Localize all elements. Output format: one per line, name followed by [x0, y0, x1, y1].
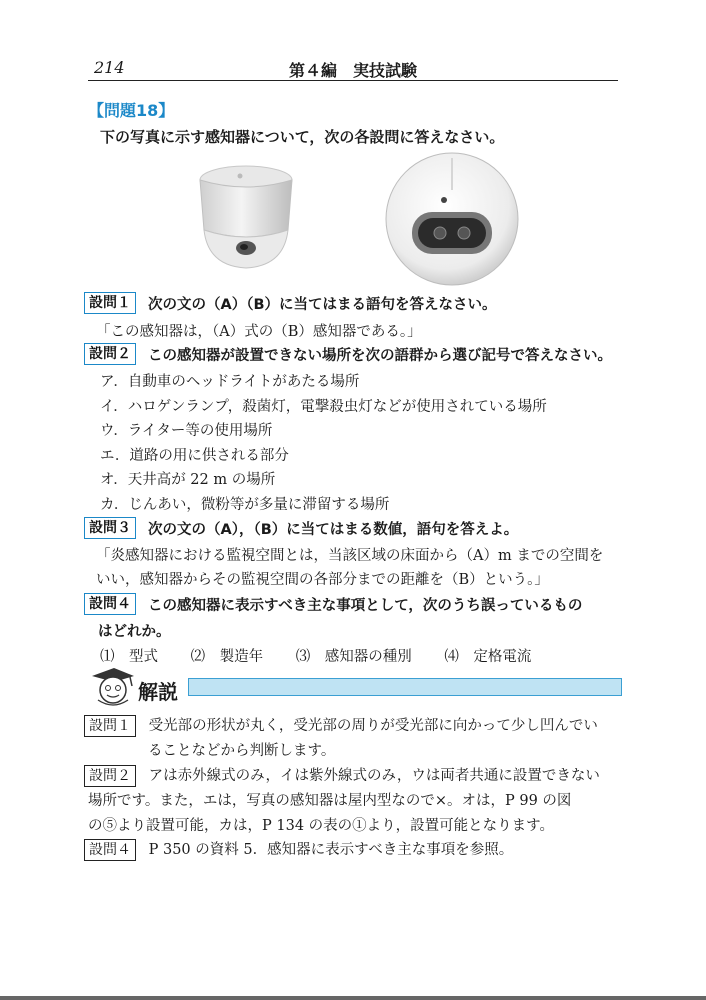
- q2-option: エ．道路の用に供される部分: [100, 448, 289, 464]
- q2-option: カ．じんあい，微粉等が多量に滞留する場所: [100, 497, 390, 513]
- q4-option: ⑵ 製造年: [190, 649, 264, 665]
- a1-text-line2: ることなどから判断します。: [148, 743, 336, 759]
- q4-text-line2: はどれか。: [98, 624, 171, 640]
- q1-label: 設問１: [84, 292, 136, 314]
- q4-option: ⑴ 型式: [100, 649, 158, 665]
- answer-4-line1: [84, 838, 513, 861]
- q4-label: 設問４: [84, 593, 136, 615]
- q2-option: オ．天井高が 22 m の場所: [100, 472, 276, 488]
- a2-text-line2: 場所です。また，エは，写真の感知器は屋内型なので×。オは，P 99 の図: [88, 793, 572, 809]
- a4-label: 設問４: [84, 839, 136, 861]
- q2-row: [84, 343, 612, 365]
- a1-text-line1: 受光部の形状が丸く，受光部の周りが受光部に向かって少し凹んでい: [148, 718, 598, 734]
- detector-side-photo: [190, 158, 302, 278]
- a2-label: 設問２: [84, 765, 136, 787]
- question-title: 【問題18】: [88, 101, 175, 120]
- q2-option: ア．自動車のヘッドライトがあたる場所: [100, 374, 360, 390]
- q4-row: [84, 593, 582, 615]
- q4-option: ⑷ 定格電流: [444, 649, 532, 665]
- a1-label: 設問１: [84, 715, 136, 737]
- page-number: 214: [94, 58, 125, 77]
- q1-row: [84, 292, 497, 314]
- question-intro: 下の写真に示す感知器について，次の各設問に答えなさい。: [100, 128, 505, 146]
- chapter-title: 第４編 実技試験: [288, 61, 417, 80]
- q3-row: [84, 517, 518, 539]
- bottom-rule: [0, 996, 706, 1000]
- q3-text: 次の文の（A），（B）に当てはまる数値，語句を答えよ。: [148, 521, 519, 538]
- q4-text-line1: この感知器に表示すべき主な事項として，次のうち誤っているもの: [148, 597, 583, 614]
- q1-body: 「この感知器は，（A）式の（B）感知器である。」: [96, 324, 422, 340]
- detector-bottom-photo: [382, 150, 522, 288]
- a4-text-line1: P 350 の資料 5．感知器に表示すべき主な事項を参照。: [148, 842, 514, 858]
- q2-label: 設問２: [84, 343, 136, 365]
- q3-body-line1: 「炎感知器における監視空間とは，当該区域の床面から（A）m までの空間を: [96, 548, 604, 564]
- answer-2-line1: [84, 764, 600, 787]
- a2-text-line3: の⑤より設置可能，カは，P 134 の表の①より，設置可能となります。: [88, 818, 554, 834]
- q2-option: ウ．ライター等の使用場所: [100, 423, 273, 439]
- q2-option: イ．ハロゲンランプ，殺菌灯，電撃殺虫灯などが使用されている場所: [100, 399, 547, 415]
- q4-option: ⑶ 感知器の種別: [295, 649, 412, 665]
- q2-text: この感知器が設置できない場所を次の語群から選び記号で答えなさい。: [148, 347, 612, 364]
- q4-options: [100, 645, 559, 666]
- kaisetsu-label: 解説: [138, 680, 178, 704]
- q3-body-line2: いい，感知器からその監視空間の各部分までの距離を（B）という。」: [96, 572, 549, 588]
- a2-text-line1: アは赤外線式のみ，イは紫外線式のみ，ウは両者共通に設置できない: [148, 768, 600, 784]
- kaisetsu-bar: [188, 678, 622, 696]
- q3-label: 設問３: [84, 517, 136, 539]
- q1-text: 次の文の（A）（B）に当てはまる語句を答えなさい。: [148, 296, 497, 313]
- teacher-mascot-icon: [86, 664, 138, 708]
- answer-1-line1: [84, 714, 598, 737]
- page-header: [88, 58, 618, 81]
